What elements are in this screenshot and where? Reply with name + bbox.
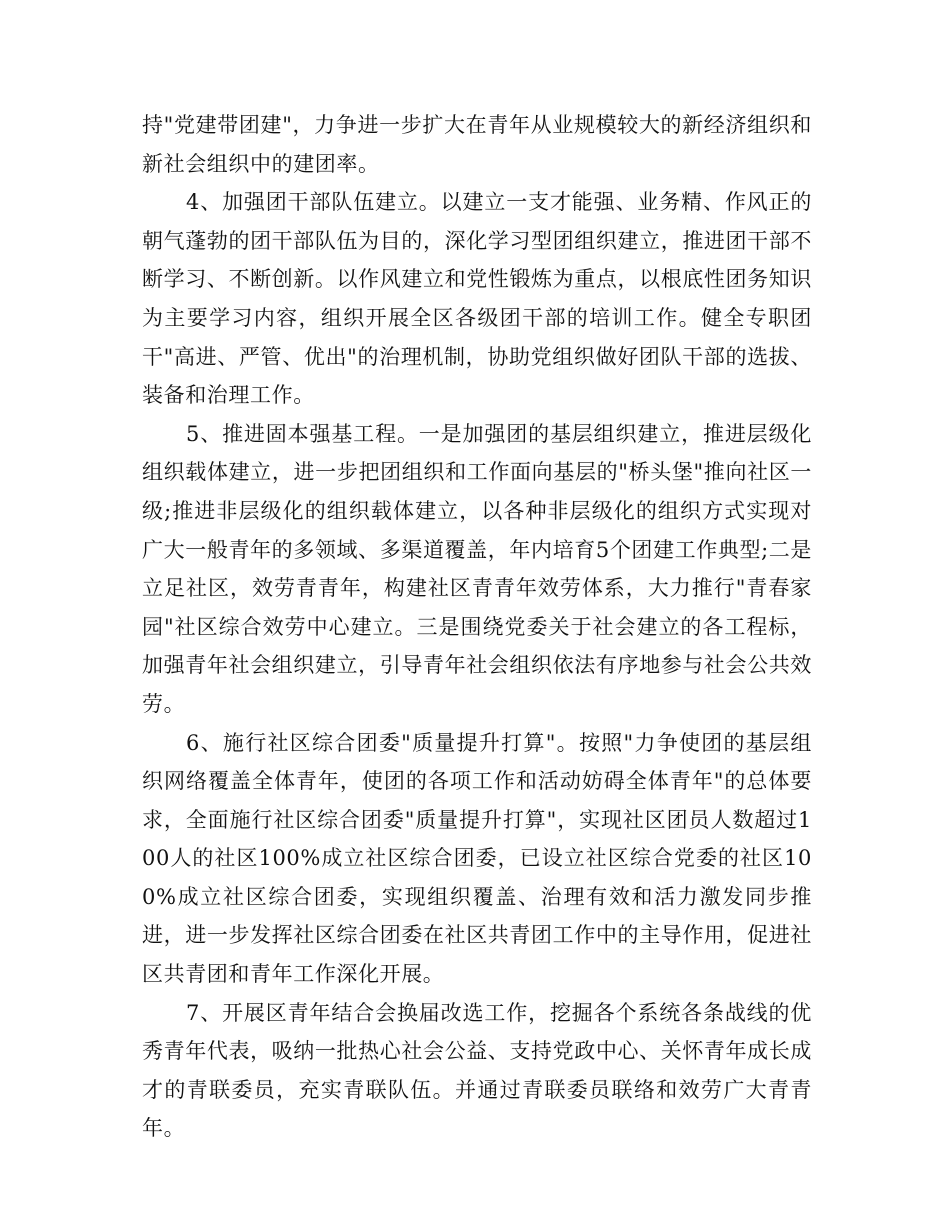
paragraph-item-7: 7、开展区青年结合会换届改选工作，挖掘各个系统各条战线的优秀青年代表，吸纳一批热心社会公益、支持党政中心、关怀青年成长成才的青联委员，充实青联队伍。并通过青联委员联络和效劳广大青青年。 [142, 1000, 812, 1141]
paragraph-item-6: 6、施行社区综合团委"质量提升打算"。按照"力争使团的基层组织网络覆盖全体青年，使团的各项工作和活动妨碍全体青年"的总体要求，全面施行社区综合团委"质量提升打算"，实现社区团员人数超过100人的社区100%成立社区综合团委，已设立社区综合党委的社区100%成立社区综合团委，实现组织覆盖、治理有效和活力激发同步推进，进一步发挥社区综合团委在社区共青团工作中的主导作用，促进社区共青团和青年工作深化开展。 [142, 730, 812, 987]
paragraph-item-4: 4、加强团干部队伍建立。以建立一支才能强、业务精、作风正的朝气蓬勃的团干部队伍为目的，深化学习型团组织建立，推进团干部不断学习、不断创新。以作风建立和党性锻炼为重点，以根底性团务知识为主要学习内容，组织开展全区各级团干部的培训工作。健全专职团干"高进、严管、优出"的治理机制，协助党组织做好团队干部的选拔、装备和治理工作。 [142, 190, 812, 408]
paragraph-continuation: 持"党建带团建"，力争进一步扩大在青年从业规模较大的新经济组织和新社会组织中的建团率。 [142, 113, 812, 176]
document-body [142, 106, 812, 1148]
paragraph-item-5: 5、推进固本强基工程。一是加强团的基层组织建立，推进层级化组织载体建立，进一步把团组织和工作面向基层的"桥头堡"推向社区一级;推进非层级化的组织载体建立，以各种非层级化的组织方式实现对广大一般青年的多领域、多渠道覆盖，年内培育5个团建工作典型;二是立足社区，效劳青青年，构建社区青青年效劳体系，大力推行"青春家园"社区综合效劳中心建立。三是围绕党委关于社会建立的各工程标，加强青年社会组织建立，引导青年社会组织依法有序地参与社会公共效劳。 [142, 421, 812, 716]
